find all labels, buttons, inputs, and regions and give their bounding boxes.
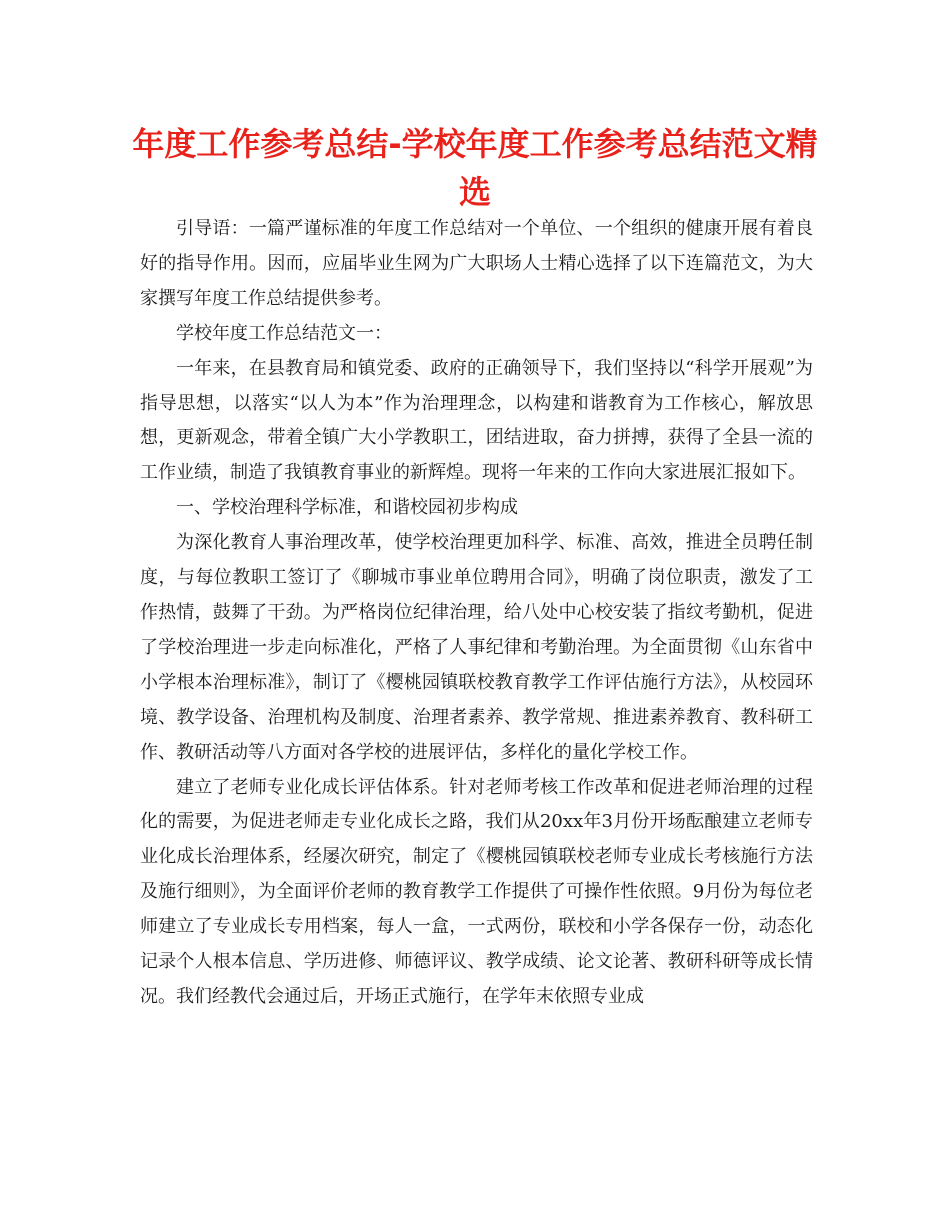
intro-paragraph: 引导语：一篇严谨标准的年度工作总结对一个单位、一个组织的健康开展有着良好的指导作用。因而，应届毕业生网为广大职场人士精心选择了以下连篇范文，为大家撰写年度工作总结提供参考。 <box>140 218 813 309</box>
document-body <box>140 212 813 1015</box>
section-heading: 学校年度工作总结范文一： <box>176 322 392 344</box>
body-paragraph: 建立了老师专业化成长评估体系。针对老师考核工作改革和促进老师治理的过程化的需要，为促进老师走专业化成长之路，我们从20xx年3月份开场酝酿建立老师专业化成长治理体系，经屡次研究，制定了《樱桃园镇联校老师专业成长考核施行方法及施行细则》，为全面评价老师的教育教学工作提供了可操作性依照。9月份为每位老师建立了专业成长专用档案，每人一盒，一式两份，联校和小学各保存一份，动态化记录个人根本信息、学历进修、师德评议、教学成绩、论文论著、教研科研等成长情况。我们经教代会通过后，开场正式施行，在学年末依照专业成 <box>140 776 813 1007</box>
body-paragraph: 为深化教育人事治理改革，使学校治理更加科学、标准、高效，推进全员聘任制度，与每位教职工签订了《聊城市事业单位聘用合同》，明确了岗位职责，激发了工作热情，鼓舞了干劲。为严格岗位纪律治理，给八处中心校安装了指纹考勤机，促进了学校治理进一步走向标准化，严格了人事纪律和考勤治理。为全面贯彻《山东省中小学根本治理标准》，制订了《樱桃园镇联校教育教学工作评估施行方法》，从校园环境、教学设备、治理机构及制度、治理者素养、教学常规、推进素养教育、教科研工作、教研活动等八方面对各学校的进展评估，多样化的量化学校工作。 <box>140 532 813 763</box>
document-title: 年度工作参考总结-学校年度工作参考总结范文精选 <box>132 125 818 211</box>
body-paragraph: 一年来，在县教育局和镇党委、政府的正确领导下，我们坚持以“科学开展观”为指导思想，以落实“以人为本”作为治理理念，以构建和谐教育为工作核心，解放思想，更新观念，带着全镇广大小学教职工，团结进取，奋力拼搏，获得了全县一流的工作业绩，制造了我镇教育事业的新辉煌。现将一年来的工作向大家进展汇报如下。 <box>140 357 813 484</box>
subsection-heading: 一、学校治理科学标准，和谐校园初步构成 <box>176 497 518 519</box>
